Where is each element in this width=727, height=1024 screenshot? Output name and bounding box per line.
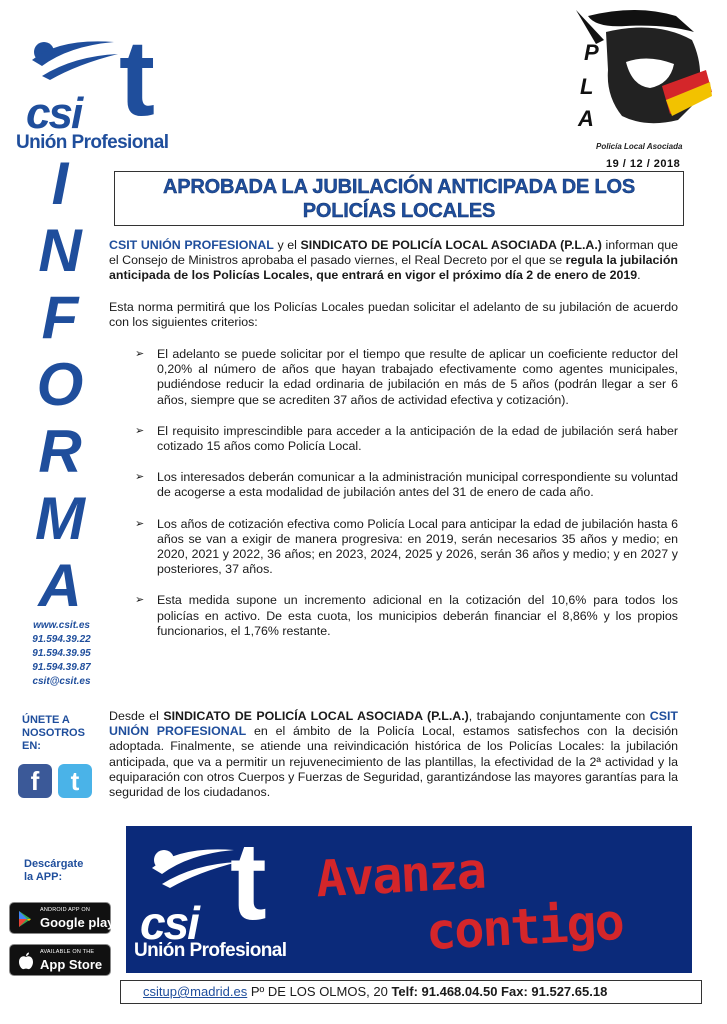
phone-number: 91.594.39.87	[32, 662, 91, 673]
facebook-glyph: f	[30, 766, 40, 796]
footer-address: Pº DE LOS OLMOS, 20	[247, 984, 392, 999]
list-item	[135, 517, 678, 578]
join-line: NOSOTROS	[22, 727, 85, 739]
join-line: EN:	[22, 740, 41, 752]
csit-logo-subtitle: Unión Profesional	[16, 132, 169, 153]
pla-letter-l: L	[580, 74, 594, 99]
intro-text: .	[637, 268, 641, 283]
app-store-text: App Store	[40, 957, 103, 972]
download-line: Descárgate	[24, 858, 84, 870]
informa-letter: R	[38, 418, 82, 485]
footer-telephone: Telf: 91.468.04.50	[391, 984, 498, 999]
phone-number: 91.594.39.22	[32, 634, 91, 645]
phone-number: 91.594.39.95	[32, 648, 91, 659]
footer-email-link[interactable]: csitup@madrid.es	[143, 984, 248, 999]
criteria-intro: Esta norma permitirá que los Policías Locales puedan solicitar el adelanto de su jubilación de acuerdo con los siguientes criterios:	[109, 299, 678, 329]
org-pla: SINDICATO DE POLICÍA LOCAL ASOCIADA (P.L.A.)	[300, 238, 602, 252]
csit-logo-word: csi	[26, 89, 82, 138]
intro-highlight: regula la jubilación anticipada de los Policías Locales, que entrará en vigor el próximo día 2 de enero de 2019	[109, 253, 678, 283]
google-play-button[interactable]	[9, 902, 115, 934]
csit-logo	[14, 17, 184, 155]
globe-swoosh-icon	[14, 20, 124, 100]
arrow-bullet-icon: ➢	[135, 594, 145, 607]
list-item-text: Los años de cotización efectiva como Policía Local para anticipar la edad de jubilación hasta 6 años se van a exigir de manera progresiva: en 2019, serán necesarios 35 años y medio; en 2020, 2021 y 2022, 36 años; en 2023, 2024, 2025 y 2026, serán 36 años y medio; y en 2027 y posteriores, 37 años.	[157, 516, 678, 577]
list-item-text: Esta medida supone un incremento adicional en la cotización del 10,6% para todos los policías en activo. De esta cuota, los municipios deberán financiar el 8,86% y los propios funcionarios, el 1,76% restante.	[157, 593, 678, 638]
banner-logo-subtitle: Unión Profesional	[134, 940, 287, 961]
org-csit: CSIT UNIÓN PROFESIONAL	[109, 238, 274, 252]
apple-icon	[16, 951, 36, 971]
informa-vertical-word	[20, 150, 100, 619]
app-store-small-text: AVAILABLE ON THE	[40, 949, 95, 955]
informa-letter: M	[35, 485, 85, 552]
banner-logo-word: csi	[140, 897, 198, 949]
csit-logo-t: t	[119, 17, 155, 138]
informa-letter: O	[36, 351, 84, 418]
contact-list	[24, 619, 99, 689]
list-item	[135, 347, 678, 408]
promo-banner	[126, 826, 692, 973]
arrow-bullet-icon: ➢	[135, 517, 145, 530]
title-line-1: APROBADA LA JUBILACIÓN ANTICIPADA DE LOS	[162, 175, 635, 198]
banner-slogan-2: contigo	[424, 892, 625, 962]
footer-contact-bar	[120, 980, 702, 1004]
page-title	[114, 171, 684, 226]
closing-paragraph	[109, 709, 678, 800]
banner-slogan-1: Avanza	[314, 841, 487, 909]
criteria-list	[109, 347, 678, 639]
facebook-icon[interactable]	[18, 764, 52, 798]
arrow-bullet-icon: ➢	[135, 424, 145, 437]
list-item-text: El adelanto se puede solicitar por el tiempo que resulte de aplicar un coeficiente reductor del 0,20% al número de años que hayan trabajado efectivamente como agentes municipales, pudiéndose reducir la edad ordinaria de jubilación en más de 5 años (podrán llegar a ser 6 años, siempre que se acrediten 37 años de actividad efectiva y cotización).	[157, 347, 678, 407]
informa-letter: N	[38, 217, 82, 284]
list-item	[135, 424, 678, 454]
closing-text: en el ámbito de la Policía Local, estamos satisfechos con la decisión adoptada. Finalmente, se atiende una reivindicación histórica de los Policías Locales: la jubilación anticipada, que va a permitir un rejuvenecimiento de las plantillas, la efectividad de la 2ª actividad y la equiparación con otros Cuerpos y Fuerzas de Seguridad, garantizándose las mayores garantías para la seguridad de los ciudadanos.	[109, 724, 678, 800]
download-app-label	[24, 858, 104, 884]
intro-paragraph	[109, 238, 678, 284]
list-item	[135, 470, 678, 500]
document-date: 19 / 12 / 2018	[606, 158, 681, 170]
article-body	[109, 238, 678, 655]
list-item-text: Los interesados deberán comunicar a la administración municipal correspondiente su voluntad de acogerse a esta modalidad de jubilación antes del 31 de enero de cada año.	[157, 470, 678, 500]
list-item-text: El requisito imprescindible para acceder a la anticipación de la edad de jubilación será haber cotizado 15 años como Policía Local.	[157, 423, 678, 454]
org-csit: CSIT UNIÓN PROFESIONAL	[109, 709, 678, 739]
title-line-2: POLICÍAS LOCALES	[302, 199, 496, 222]
pla-logo	[566, 10, 714, 158]
app-store-button[interactable]	[9, 944, 111, 976]
footer-fax: Fax: 91.527.65.18	[497, 984, 608, 999]
join-us-label	[22, 714, 102, 753]
google-play-small-text: ANDROID APP ON	[40, 907, 91, 913]
closing-text: , trabajando conjuntamente con	[468, 709, 650, 723]
arrow-bullet-icon: ➢	[135, 348, 145, 361]
informa-letter: I	[51, 150, 69, 217]
informa-letter: F	[41, 284, 79, 351]
download-line: la APP:	[24, 871, 63, 883]
list-item	[135, 593, 678, 639]
arrow-bullet-icon: ➢	[135, 471, 145, 484]
website-link[interactable]: www.csit.es	[33, 620, 90, 631]
informa-letter: A	[38, 552, 82, 619]
google-play-text: Google play	[40, 915, 115, 930]
intro-text: informan que el Consejo de Ministros aprobaba el pasado viernes, el Real Decreto por el que se	[109, 238, 679, 268]
twitter-icon[interactable]	[58, 764, 92, 798]
closing-text: Desde el	[109, 709, 164, 723]
banner-logo-t: t	[230, 826, 267, 943]
google-play-icon	[16, 909, 36, 929]
pla-caption: Policía Local Asociada	[596, 142, 683, 151]
pla-letter-p: P	[584, 40, 599, 65]
intro-text: y el	[273, 238, 301, 252]
join-line: ÚNETE A	[22, 714, 70, 726]
pla-letter-a: A	[578, 106, 594, 131]
twitter-glyph: t	[70, 766, 80, 796]
org-pla: SINDICATO DE POLICÍA LOCAL ASOCIADA (P.L.A.)	[163, 709, 469, 723]
email-link[interactable]: csit@csit.es	[32, 676, 91, 687]
